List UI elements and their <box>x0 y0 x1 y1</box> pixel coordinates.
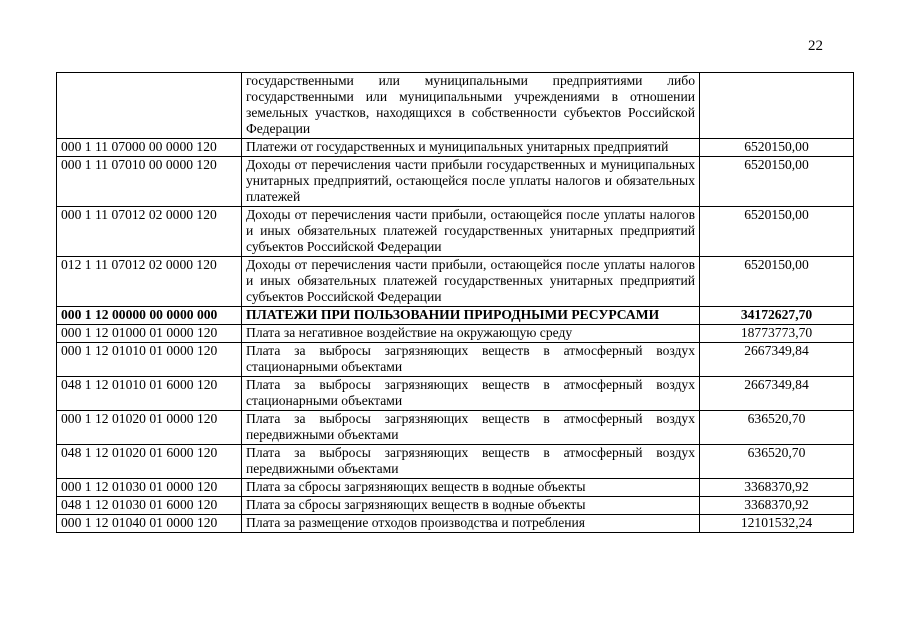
table-row <box>57 257 854 307</box>
budget-code-cell: 048 1 12 01010 01 6000 120 <box>57 377 242 411</box>
budget-code-cell <box>57 73 242 139</box>
revenue-table <box>56 72 854 533</box>
page-number: 22 <box>808 38 823 54</box>
description-cell: ПЛАТЕЖИ ПРИ ПОЛЬЗОВАНИИ ПРИРОДНЫМИ РЕСУРСАМИ <box>242 307 700 325</box>
description-cell: государственными или муниципальными предприятиями либо государственными или муниципальными учреждениями в отношении земельных участков, находящихся в собственности субъектов Российской Федерации <box>242 73 700 139</box>
budget-code-cell: 048 1 12 01020 01 6000 120 <box>57 445 242 479</box>
description-cell: Плата за сбросы загрязняющих веществ в водные объекты <box>242 497 700 515</box>
amount-cell: 2667349,84 <box>700 377 854 411</box>
table-row <box>57 139 854 157</box>
description-cell: Плата за выбросы загрязняющих веществ в атмосферный воздух передвижными объектами <box>242 411 700 445</box>
amount-cell: 636520,70 <box>700 445 854 479</box>
budget-code-cell: 000 1 11 07012 02 0000 120 <box>57 207 242 257</box>
table-row <box>57 325 854 343</box>
amount-cell: 34172627,70 <box>700 307 854 325</box>
table-row <box>57 73 854 139</box>
budget-code-cell: 000 1 12 01030 01 0000 120 <box>57 479 242 497</box>
amount-cell: 6520150,00 <box>700 157 854 207</box>
budget-code-cell: 000 1 11 07010 00 0000 120 <box>57 157 242 207</box>
description-cell: Доходы от перечисления части прибыли государственных и муниципальных унитарных предприятий, остающейся после уплаты налогов и обязательных платежей <box>242 157 700 207</box>
description-cell: Плата за сбросы загрязняющих веществ в водные объекты <box>242 479 700 497</box>
table-row-section-total <box>57 307 854 325</box>
amount-cell: 2667349,84 <box>700 343 854 377</box>
budget-code-cell: 000 1 12 00000 00 0000 000 <box>57 307 242 325</box>
budget-code-cell: 000 1 12 01000 01 0000 120 <box>57 325 242 343</box>
budget-code-cell: 000 1 12 01010 01 0000 120 <box>57 343 242 377</box>
table-row <box>57 343 854 377</box>
amount-cell <box>700 73 854 139</box>
description-cell: Плата за негативное воздействие на окружающую среду <box>242 325 700 343</box>
table-row <box>57 207 854 257</box>
budget-code-cell: 000 1 12 01040 01 0000 120 <box>57 515 242 533</box>
table-row <box>57 377 854 411</box>
table-row <box>57 157 854 207</box>
amount-cell: 18773773,70 <box>700 325 854 343</box>
table-row <box>57 445 854 479</box>
description-cell: Плата за выбросы загрязняющих веществ в атмосферный воздух стационарными объектами <box>242 377 700 411</box>
description-cell: Платежи от государственных и муниципальных унитарных предприятий <box>242 139 700 157</box>
amount-cell: 6520150,00 <box>700 139 854 157</box>
description-cell: Доходы от перечисления части прибыли, остающейся после уплаты налогов и иных обязательных платежей государственных унитарных предприятий субъектов Российской Федерации <box>242 207 700 257</box>
table-row <box>57 515 854 533</box>
budget-code-cell: 048 1 12 01030 01 6000 120 <box>57 497 242 515</box>
description-cell: Плата за выбросы загрязняющих веществ в атмосферный воздух передвижными объектами <box>242 445 700 479</box>
description-cell: Доходы от перечисления части прибыли, остающейся после уплаты налогов и иных обязательных платежей государственных унитарных предприятий субъектов Российской Федерации <box>242 257 700 307</box>
amount-cell: 12101532,24 <box>700 515 854 533</box>
table-row <box>57 497 854 515</box>
amount-cell: 6520150,00 <box>700 257 854 307</box>
description-cell: Плата за выбросы загрязняющих веществ в атмосферный воздух стационарными объектами <box>242 343 700 377</box>
table-row <box>57 479 854 497</box>
budget-code-cell: 012 1 11 07012 02 0000 120 <box>57 257 242 307</box>
amount-cell: 636520,70 <box>700 411 854 445</box>
amount-cell: 3368370,92 <box>700 497 854 515</box>
description-cell: Плата за размещение отходов производства и потребления <box>242 515 700 533</box>
table-row <box>57 411 854 445</box>
amount-cell: 3368370,92 <box>700 479 854 497</box>
amount-cell: 6520150,00 <box>700 207 854 257</box>
budget-code-cell: 000 1 11 07000 00 0000 120 <box>57 139 242 157</box>
budget-code-cell: 000 1 12 01020 01 0000 120 <box>57 411 242 445</box>
